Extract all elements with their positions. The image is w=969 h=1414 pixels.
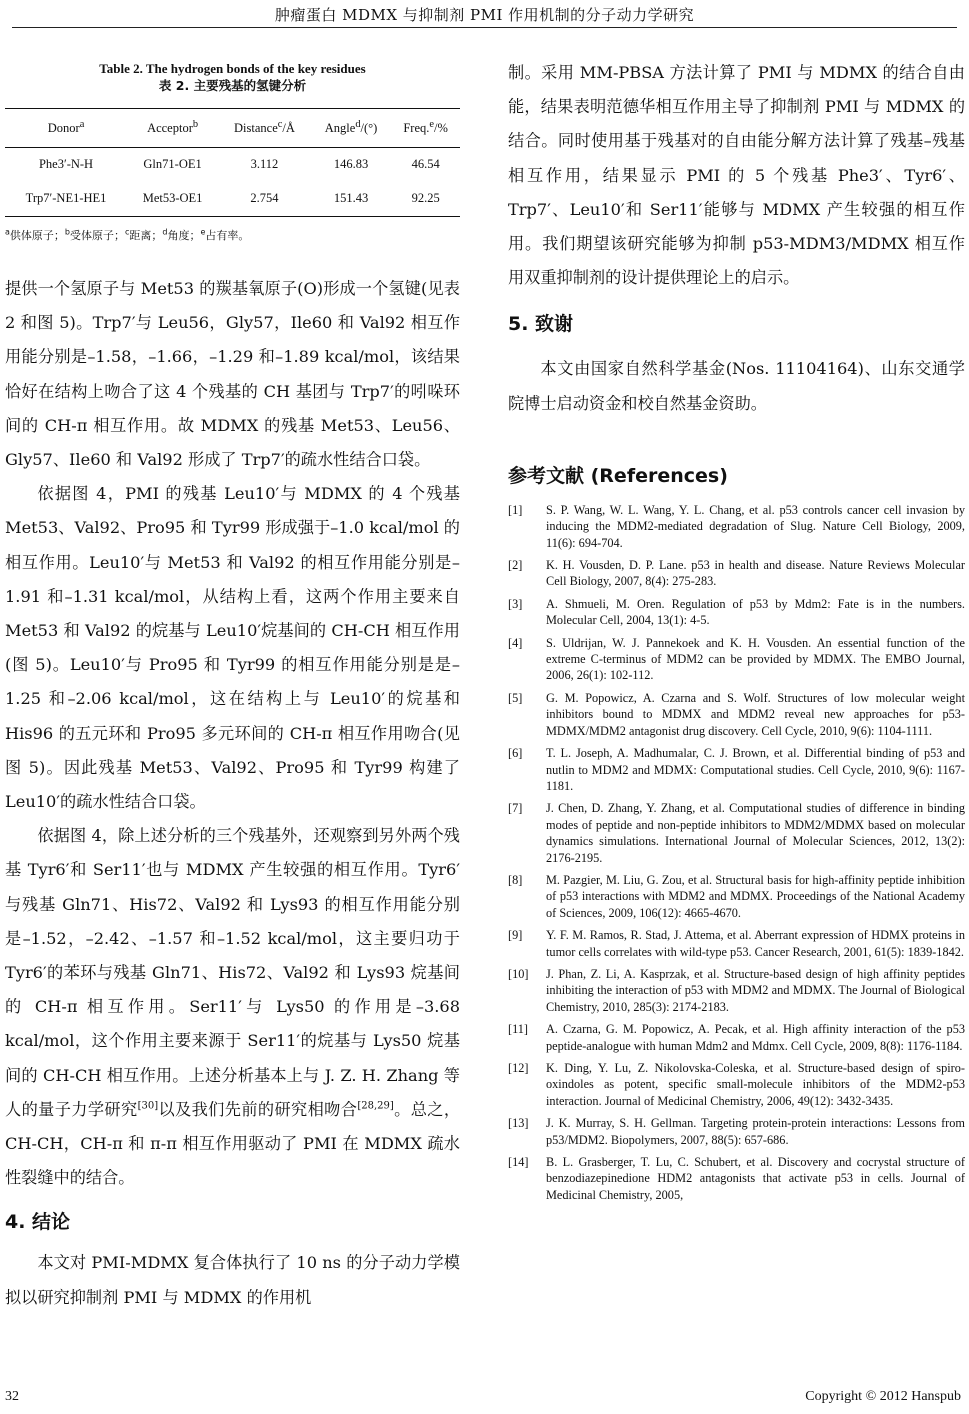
reference-text: A. Czarna, G. M. Popowicz, A. Pecak, et al. High affinity interaction of the p53 peptide-analogue with human Mdm2 and Mdmx. Cell Cycle, 2009, 8(8): 1176-1184. [546, 1022, 965, 1053]
paragraph: 本文对 PMI-MDMX 复合体执行了 10 ns 的分子动力学模拟以研究抑制剂 PMI 与 MDMX 的作用机 [5, 1253, 460, 1307]
table-cell: 2.754 [218, 180, 311, 217]
reference-number: [7] [508, 801, 523, 816]
reference-text: B. L. Grasberger, T. Lu, C. Schubert, et al. Discovery and cocrystal structure of benzodiazepinedione HDM2 antagonists that activate p53 in cells. Journal of Medicinal Chemistry, 2005, [546, 1155, 965, 1202]
reference-item [508, 502, 965, 551]
reference-item [508, 1115, 965, 1148]
reference-number: [1] [508, 502, 523, 517]
reference-item [508, 872, 965, 921]
right-column [508, 56, 965, 1209]
reference-text: Y. F. M. Ramos, R. Stad, J. Attema, et al. Aberrant expression of HDMX proteins in tumor cells correlates with wild-type p53. Cancer Research, 2001, 61(5): 1839-1842. [546, 928, 965, 959]
reference-text: M. Pazgier, M. Liu, G. Zou, et al. Structural basis for high-affinity peptide inhibition of p53 interactions with MDM2 and MDMX. Proceedings of the National Academy of Sciences, 2009, 106(12): 4665-4670. [546, 872, 965, 920]
paragraph: 本文由国家自然科学基金(Nos. 11104164)、山东交通学院博士启动资金和校自然基金资助。 [508, 359, 965, 413]
reference-text: K. H. Vousden, D. P. Lane. p53 in health and disease. Nature Reviews Molecular Cell Biology, 2007, 8(4): 275-283. [546, 558, 965, 589]
table-title-cn: 表 2. 主要残基的氢键分析 [158, 78, 307, 93]
citation: [28,29] [357, 1100, 394, 1112]
reference-number: [14] [508, 1155, 529, 1170]
reference-number: [4] [508, 635, 523, 650]
left-body [5, 272, 460, 1315]
reference-item [508, 635, 965, 684]
reference-text: S. Uldrijan, W. J. Pannekoek and K. H. Vousden. An essential function of the extreme C-terminus of MDM2 can be provided by MDMX. The EMBO Journal, 2006, 26(1): 102-112. [546, 635, 965, 683]
table-cell: 3.112 [250, 156, 279, 171]
table-cell: 146.83 [333, 156, 369, 171]
reference-list [508, 502, 965, 1203]
left-column [5, 50, 460, 1315]
paragraph: 依据图 4，除上述分析的三个残基外，还观察到另外两个残基 Tyr6′和 Ser11′也与 MDMX 产生较强的相互作用。Tyr6′与残基 Gln71、His72、Val92 和 Lys93 的相互作用能分别是–1.52，–2.42、–1.57 和–1.52 kcal/mol，这主要归功于 Tyr6′的苯环与残基 Gln71、His72、Val92 和 Lys93 烷基间的 CH-π 相互作用。Ser11′与 Lys50 的作用是–3.68 kcal/mol，这个作用主要来源于 Ser11′的烷基与 Lys50 烷基间的 CH-CH 相互作用。上述分析基本上与 J. Z. H. Zhang 等人的量子力学研究[30]以及我们先前的研究相吻合[28,29]。总之，CH-CH，CH-π 和 π-π 相互作用驱动了 PMI 在 MDMX 疏水性裂缝中的结合。 [5, 826, 461, 1188]
reference-item [508, 557, 965, 590]
reference-item [508, 1060, 965, 1109]
reference-number: [2] [508, 558, 523, 573]
reference-text: A. Shmueli, M. Oren. Regulation of p53 by Mdm2: Fate is in the numbers. Molecular Cell, 2004, 13(1): 4-5. [546, 596, 965, 628]
paragraph: 制。采用 MM-PBSA 方法计算了 PMI 与 MDMX 的结合自由能，结果表明范德华相互作用主导了抑制剂 PMI 与 MDMX 的结合。同时使用基于残基对的自由能分解方法计算了残基–残基相互作用，结果显示 PMI 的 5 个残基 Phe3′、Tyr6′、Trp7′、Leu10′和 Ser11′能够与 MDMX 产生较强的相互作用。我们期望该研究能够为抑制 p53-MDM3/MDMX 相互作用双重抑制剂的设计提供理论上的启示。 [508, 63, 965, 288]
header-rule [12, 27, 957, 28]
hydrogen-bond-table [5, 108, 460, 217]
table-cell: Phe3′-N-H [38, 156, 94, 171]
reference-item [508, 690, 965, 739]
col-freq: Freq.$^e$/% [391, 109, 460, 148]
reference-text: J. Phan, Z. Li, A. Kasprzak, et al. Structure-based design of high affinity peptides inhibiting the interaction of p53 with MDM2 and MDMX. The Journal of Biological Chemistry, 2010, 285(3): 2174-2183. [546, 966, 965, 1014]
col-acceptor: Acceptor$^b$ [127, 109, 218, 148]
reference-text: J. Chen, D. Zhang, Y. Zhang, et al. Computational studies of difference in binding modes of peptide and non-peptide inhibitors to MDM2/MDMX based on molecular dynamics simulations. International Journal of Molecular Sciences, 2012, 13(2): 2176-2195. [546, 801, 965, 865]
table-cell: 151.43 [311, 180, 391, 217]
reference-item [508, 800, 965, 866]
col-angle: Angle$^d$/(°) [311, 109, 391, 148]
reference-number: [12] [508, 1061, 529, 1076]
paragraph: 依据图 4，PMI 的残基 Leu10′与 MDMX 的 4 个残基 Met53、Val92、Pro95 和 Tyr99 形成强于–1.0 kcal/mol 的相互作用。Leu10′与 Met53 和 Val92 的相互作用能分别是–1.91 和–1.31 kcal/mol，从结构上看，这两个作用主要来自 Met53 和 Val92 的烷基与 Leu10′烷基间的 CH-CH 相互作用(图 5)。Leu10′与 Pro95 和 Tyr99 的相互作用能分别是是–1.25 和–2.06 kcal/mol，这在结构上与 Leu10′的烷基和 His96 的五元环和 Pro95 多元环间的 CH-π 相互作用吻合(见图 5)。因此残基 Met53、Val92、Pro95 和 Tyr99 构建了 Leu10′的疏水性结合口袋。 [5, 484, 460, 812]
running-title: 肿瘤蛋白 MDMX 与抑制剂 PMI 作用机制的分子动力学研究 [274, 6, 695, 24]
copyright: Copyright © 2012 Hanspub [805, 1389, 961, 1404]
reference-item [508, 927, 965, 960]
reference-text: K. Ding, Y. Lu, Z. Nikolovska-Coleska, et al. Structure-based design of spiro-oxindoles as potent, specific small-molecule inhibitors of the MDM2-p53 interaction. Journal of Medicinal Chemistry, 2006, 49(12): 3432-3435. [546, 1061, 965, 1108]
table-title-en: Table 2. The hydrogen bonds of the key residues [99, 61, 366, 76]
reference-item [508, 966, 965, 1015]
reference-item [508, 596, 965, 629]
reference-number: [11] [508, 1022, 529, 1037]
reference-number: [10] [508, 966, 529, 981]
table-note: $^a$供体原子；$^b$受体原子；$^c$距离；$^d$角度；$^e$占有率。 [5, 227, 250, 242]
paragraph: 提供一个氢原子与 Met53 的羰基氧原子(O)形成一个氢键(见表 2 和图 5)。Trp7′与 Leu56，Gly57，Ile60 和 Val92 相互作用能分别是–1.58，–1.66，–1.29 和–1.89 kcal/mol，该结果恰好在结构上吻合了这 4 个残基的 CH 基团与 Trp7′的吲哚环间的 CH-π 相互作用。故 MDMX 的残基 Met53、Leu56、Gly57、Ile60 和 Val92 形成了 Trp7′的疏水性结合口袋。 [5, 279, 460, 470]
page-number: 32 [5, 1389, 19, 1404]
reference-text: S. P. Wang, W. L. Wang, Y. L. Chang, et al. p53 controls cancer cell invasion by inducing the MDM2-mediated degradation of Slug. Nature Cell Biology, 2009, 11(6): 694-704. [546, 502, 965, 550]
citation: [30] [137, 1100, 159, 1112]
table-cell: 46.54 [411, 156, 440, 171]
table-cell: Gln71-OE1 [143, 156, 202, 171]
table-cell: 92.25 [391, 180, 460, 217]
table-header-row [5, 109, 460, 148]
section-4-heading: 4. 结论 [5, 1211, 71, 1234]
col-donor: Donor$^a$ [5, 109, 127, 148]
section-5-heading: 5. 致谢 [508, 313, 574, 336]
reference-number: [6] [508, 746, 523, 761]
reference-text: J. K. Murray, S. H. Gellman. Targeting protein-protein interactions: Lessons from p53/MDM2. Biopolymers, 2007, 88(5): 657-686. [546, 1116, 965, 1147]
col-distance: Distance$^c$/Å [218, 109, 311, 148]
reference-item [508, 1021, 965, 1054]
reference-number: [3] [508, 596, 523, 611]
references-heading: 参考文献 (References) [508, 464, 728, 487]
reference-number: [9] [508, 928, 523, 943]
table-row [5, 148, 460, 181]
table-row [5, 180, 460, 217]
reference-item [508, 745, 965, 794]
reference-text: G. M. Popowicz, A. Czarna and S. Wolf. Structures of low molecular weight inhibitors bound to MDMX and MDM2 reveal new approaches for p53-MDMX/MDM2 antagonist drug discovery. Cell Cycle, 2010, 9(6): 1104-1111. [546, 690, 965, 738]
reference-item [508, 1154, 965, 1203]
reference-number: [13] [508, 1116, 529, 1131]
reference-text: T. L. Joseph, A. Madhumalar, C. J. Brown, et al. Differential binding of p53 and nutlin to MDM2 and MDMX: Computational studies. Cell Cycle, 2010, 9(6): 1167-1181. [546, 746, 965, 793]
reference-number: [8] [508, 872, 523, 887]
table-cell: Met53-OE1 [127, 180, 218, 217]
table-cell: Trp7′-NE1-HE1 [5, 180, 127, 217]
reference-number: [5] [508, 690, 523, 705]
